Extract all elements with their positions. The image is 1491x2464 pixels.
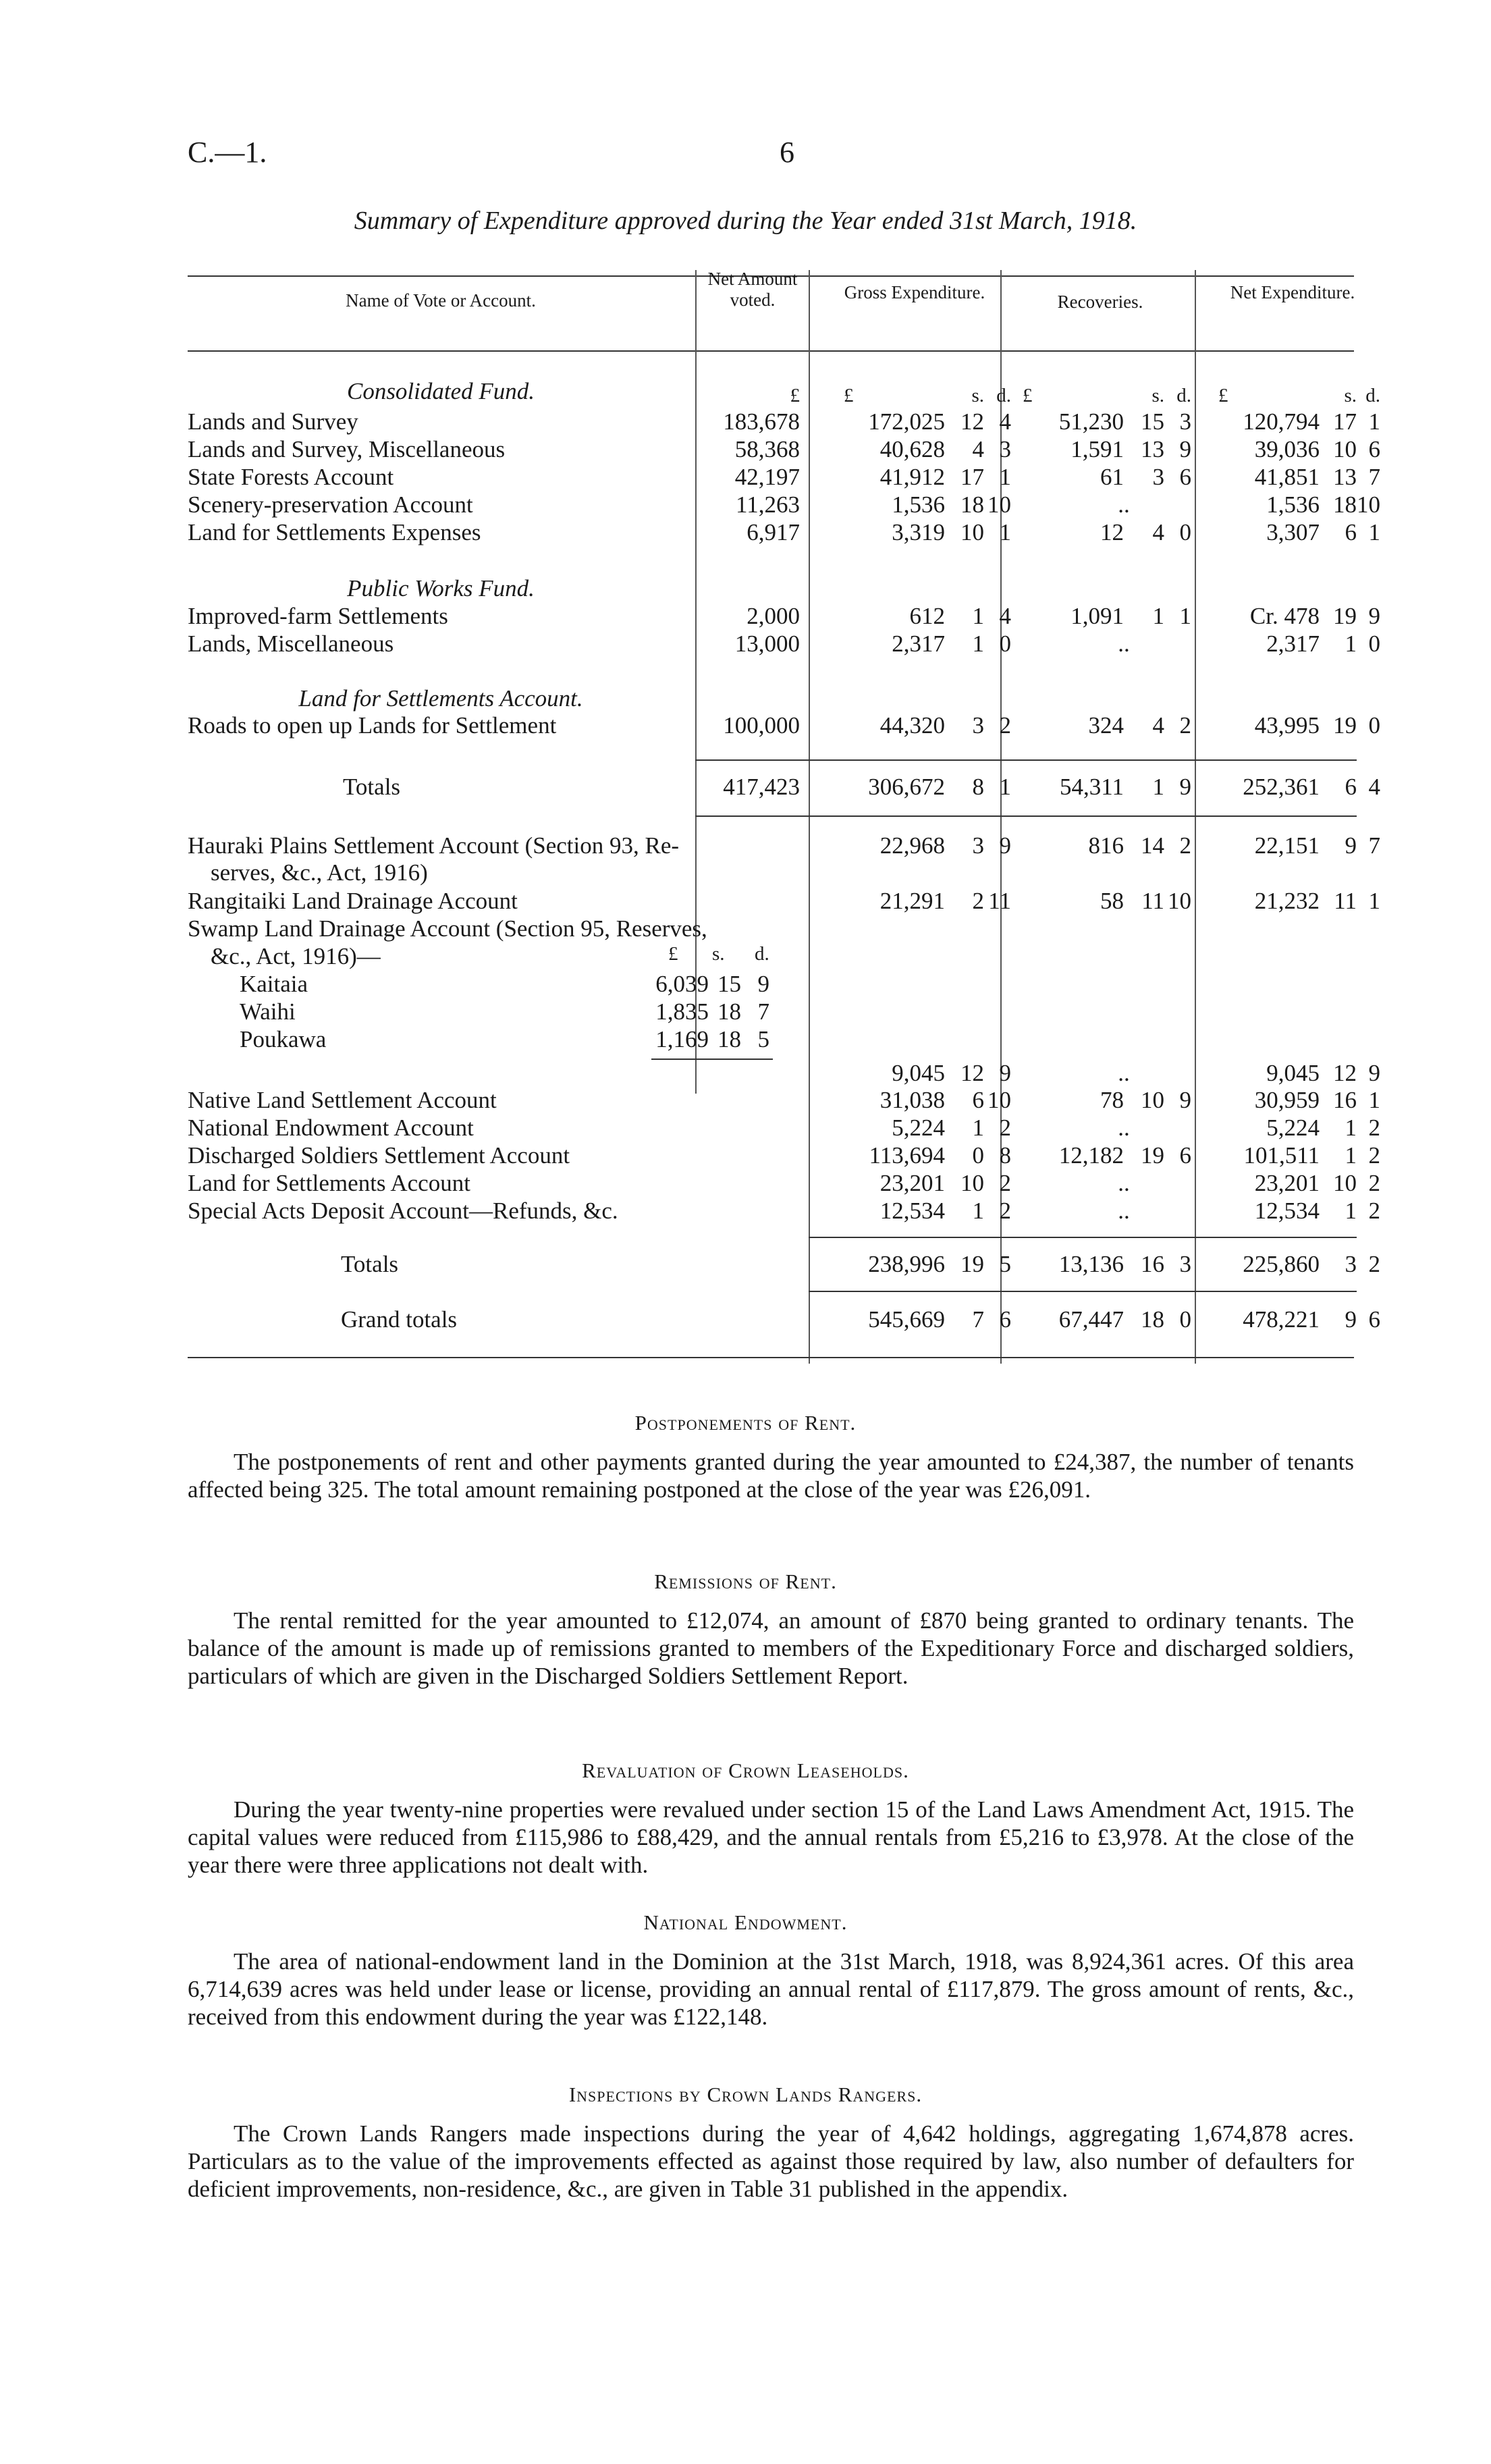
- n-pounds: 39,036: [1254, 436, 1320, 462]
- r-shillings: 16: [1141, 1251, 1164, 1277]
- g-pounds: 44,320: [879, 712, 945, 739]
- r-shillings: 18: [1141, 1306, 1164, 1333]
- report-reference: C.—1.: [188, 136, 267, 169]
- r-pounds: 13,136: [1058, 1251, 1124, 1277]
- g-shillings: 17: [960, 464, 984, 490]
- section-heading: National Endowment.: [643, 1910, 848, 1934]
- g-pence: 2: [999, 1170, 1011, 1196]
- g-pounds: 21,291: [879, 888, 945, 914]
- sub-pence: 9: [757, 971, 769, 997]
- n-pence: 2: [1368, 1170, 1380, 1196]
- n-shillings: 16: [1333, 1087, 1357, 1113]
- r-pounds: 78: [1100, 1087, 1124, 1113]
- g-pence: 9: [999, 832, 1011, 859]
- r-shillings: 13: [1141, 436, 1164, 462]
- g-pounds: 3,319: [892, 519, 945, 545]
- n-shillings: 17: [1333, 408, 1357, 435]
- r-shillings: 4: [1152, 519, 1164, 545]
- unit-shilling: s.: [971, 385, 984, 406]
- n-shillings: 6: [1345, 774, 1357, 800]
- r-pence: 2: [1179, 712, 1191, 739]
- col-head-gross: Gross Expenditure.: [844, 282, 985, 302]
- n-pounds: 225,860: [1243, 1251, 1320, 1277]
- g-pounds: 23,201: [879, 1170, 945, 1196]
- n-pence: 9: [1368, 603, 1380, 629]
- row-name: serves, &c., Act, 1916): [211, 859, 428, 886]
- totals-top-rule: [809, 1237, 1357, 1238]
- g-shillings: 12: [960, 408, 984, 435]
- row-name: Lands and Survey: [188, 408, 358, 435]
- unit-pound: £: [844, 385, 854, 406]
- r-pounds: 12,182: [1058, 1142, 1124, 1169]
- row-name: Roads to open up Lands for Settlement: [188, 712, 557, 739]
- n-pence: 2: [1368, 1198, 1380, 1224]
- n-pounds: 101,511: [1243, 1142, 1320, 1169]
- g-pence: 6: [999, 1306, 1011, 1333]
- g-pounds: 22,968: [879, 832, 945, 859]
- section-heading: Public Works Fund.: [347, 575, 535, 601]
- n-pence: 2: [1368, 1142, 1380, 1169]
- unit-pound: £: [1218, 385, 1228, 406]
- g-pence: 0: [999, 631, 1011, 657]
- r-pounds: 12: [1100, 519, 1124, 545]
- n-pence: 1: [1368, 519, 1380, 545]
- section-paragraph: The rental remitted for the year amounted to £12,074, an amount of £870 being granted to ordinary tenants. The balance of the amount is made up of remissions granted to members of the Expeditionary Force and discharged soldiers, particulars of which are given in the Discharged Soldiers Settlement Report.: [188, 1607, 1354, 1689]
- r-nil: ..: [1118, 1170, 1130, 1196]
- g-shillings: 12: [960, 1060, 984, 1086]
- n-pounds: 3,307: [1266, 519, 1320, 545]
- n-pence: 6: [1368, 436, 1380, 462]
- n-shillings: 9: [1345, 832, 1357, 859]
- row-name: Improved-farm Settlements: [188, 603, 448, 629]
- r-shillings: 4: [1152, 712, 1164, 739]
- n-shillings: 10: [1333, 1170, 1357, 1196]
- totals-bottom-rule: [695, 815, 1357, 817]
- unit-pound: £: [1023, 385, 1033, 406]
- r-pence: 3: [1179, 1251, 1191, 1277]
- n-pounds: 5,224: [1266, 1115, 1320, 1141]
- n-pounds: 12,534: [1254, 1198, 1320, 1224]
- section-heading: Postponements of Rent.: [634, 1411, 857, 1435]
- g-shillings: 19: [960, 1251, 984, 1277]
- n-pounds: 478,221: [1243, 1306, 1320, 1333]
- r-shillings: 1: [1152, 603, 1164, 629]
- g-pence: 4: [999, 603, 1011, 629]
- n-pounds: Cr. 478: [1249, 603, 1320, 629]
- table-title: Summary of Expenditure approved during the Year ended 31st March, 1918.: [354, 207, 1137, 235]
- n-pence: 9: [1368, 1060, 1380, 1086]
- section-paragraph: The Crown Lands Rangers made inspections during the year of 4,642 holdings, aggregating 1,674,878 acres. Particulars as to the value of the improvements effected as against those required by law, also number of defaulters for deficient improvements, non-residence, &c., are given in Table 31 published in the appendix.: [188, 2120, 1354, 2202]
- n-pence: 2: [1368, 1115, 1380, 1141]
- r-nil: ..: [1118, 1198, 1130, 1224]
- g-pounds: 545,669: [868, 1306, 945, 1333]
- totals-label: Totals: [343, 774, 401, 800]
- n-pounds: 252,361: [1243, 774, 1320, 800]
- r-pounds: 51,230: [1058, 408, 1124, 435]
- r-pence: 0: [1179, 519, 1191, 545]
- r-pounds: 1,591: [1070, 436, 1124, 462]
- voted-amount: 11,263: [736, 491, 800, 518]
- sub-pence: 5: [757, 1026, 769, 1052]
- n-shillings: 1: [1345, 1198, 1357, 1224]
- g-pence: 2: [999, 712, 1011, 739]
- g-pence: 5: [999, 1251, 1011, 1277]
- section-heading: Revaluation of Crown Leaseholds.: [582, 1759, 909, 1782]
- r-pence: 9: [1179, 774, 1191, 800]
- g-pounds: 31,038: [879, 1087, 945, 1113]
- section-paragraph: The postponements of rent and other payments granted during the year amounted to £24,387, the number of tenants affected being 325. The total amount remaining postponed at the close of the year was £26,091.: [188, 1449, 1354, 1503]
- g-pounds: 9,045: [892, 1060, 945, 1086]
- row-name: Land for Settlements Expenses: [188, 519, 481, 545]
- r-pounds: 324: [1088, 712, 1124, 739]
- totals-bottom-rule: [809, 1291, 1357, 1292]
- n-pence: 2: [1368, 1251, 1380, 1277]
- r-shillings: 10: [1141, 1087, 1164, 1113]
- g-pounds: 612: [909, 603, 945, 629]
- r-pence: 9: [1179, 1087, 1191, 1113]
- row-name: State Forests Account: [188, 464, 394, 490]
- r-shillings: 14: [1141, 832, 1164, 859]
- n-shillings: 12: [1333, 1060, 1357, 1086]
- g-shillings: 1: [972, 1115, 984, 1141]
- g-pence: 2: [999, 1115, 1011, 1141]
- page-number: 6: [780, 136, 794, 169]
- n-shillings: 3: [1345, 1251, 1357, 1277]
- r-pence: 6: [1179, 464, 1191, 490]
- g-shillings: 7: [972, 1306, 984, 1333]
- table-bottom-rule: [188, 1357, 1354, 1358]
- section-heading: Remissions of Rent.: [654, 1570, 837, 1593]
- r-pounds: 61: [1100, 464, 1124, 490]
- g-pounds: 2,317: [892, 631, 945, 657]
- col-head-name: Name of Vote or Account.: [346, 290, 536, 311]
- r-pence: 9: [1179, 436, 1191, 462]
- r-pence: 6: [1179, 1142, 1191, 1169]
- n-pounds: 2,317: [1266, 631, 1320, 657]
- g-shillings: 1: [972, 603, 984, 629]
- section-paragraph: The area of national-endowment land in the Dominion at the 31st March, 1918, was 8,924,361 acres. Of this area 6,714,639 acres was held under lease or license, providing an annual rental of £117,879. The gross amount of rents, &c., received from this endowment during the year was £122,148.: [188, 1948, 1354, 2030]
- row-name: Swamp Land Drainage Account (Section 95, Reserves,: [188, 915, 707, 942]
- g-pence: 10: [987, 1087, 1011, 1113]
- r-pence: 0: [1179, 1306, 1191, 1333]
- n-pence: 0: [1368, 712, 1380, 739]
- n-pence: 0: [1368, 631, 1380, 657]
- row-name: Scenery-preservation Account: [188, 491, 473, 518]
- voted-amount: 58,368: [734, 436, 800, 462]
- n-pence: 7: [1368, 832, 1380, 859]
- n-pounds: 23,201: [1254, 1170, 1320, 1196]
- g-shillings: 1: [972, 1198, 984, 1224]
- voted-amount: 42,197: [734, 464, 800, 490]
- row-name: Rangitaiki Land Drainage Account: [188, 888, 518, 914]
- g-pence: 9: [999, 1060, 1011, 1086]
- voted-total: 417,423: [723, 774, 800, 800]
- g-pounds: 41,912: [879, 464, 945, 490]
- section-heading: Land for Settlements Account.: [298, 685, 583, 712]
- g-pence: 1: [999, 519, 1011, 545]
- unit-shilling: s.: [1344, 385, 1357, 406]
- g-pounds: 12,534: [879, 1198, 945, 1224]
- sub-shillings: 18: [717, 998, 741, 1025]
- unit-pence: d.: [755, 943, 769, 965]
- g-shillings: 18: [960, 491, 984, 518]
- r-shillings: 3: [1152, 464, 1164, 490]
- voted-amount: 6,917: [747, 519, 800, 545]
- g-pounds: 113,694: [869, 1142, 945, 1169]
- unit-shilling: s.: [1151, 385, 1164, 406]
- sub-pounds: 1,169: [655, 1026, 709, 1052]
- n-shillings: 1: [1345, 1142, 1357, 1169]
- r-pounds: 58: [1100, 888, 1124, 914]
- voted-amount: 100,000: [723, 712, 800, 739]
- n-shillings: 18: [1333, 491, 1357, 518]
- sub-pence: 7: [757, 998, 769, 1025]
- section-heading: Inspections by Crown Lands Rangers.: [568, 2083, 923, 2106]
- unit-shilling: s.: [712, 943, 725, 965]
- g-shillings: 6: [972, 1087, 984, 1113]
- voted-amount: 2,000: [747, 603, 800, 629]
- g-pounds: 172,025: [868, 408, 945, 435]
- n-pounds: 1,536: [1266, 491, 1320, 518]
- g-shillings: 4: [972, 436, 984, 462]
- r-pence: 1: [1179, 603, 1191, 629]
- n-shillings: 19: [1333, 603, 1357, 629]
- r-nil: ..: [1118, 1115, 1130, 1141]
- n-shillings: 1: [1345, 631, 1357, 657]
- sub-shillings: 18: [717, 1026, 741, 1052]
- sub-account-name: Kaitaia: [240, 971, 308, 997]
- n-pounds: 30,959: [1254, 1087, 1320, 1113]
- r-shillings: 19: [1141, 1142, 1164, 1169]
- unit-pound: £: [668, 943, 678, 965]
- voted-amount: 13,000: [734, 631, 800, 657]
- r-nil: ..: [1118, 491, 1130, 518]
- g-shillings: 1: [972, 631, 984, 657]
- row-name: National Endowment Account: [188, 1115, 474, 1141]
- n-pence: 6: [1368, 1306, 1380, 1333]
- row-name: Lands, Miscellaneous: [188, 631, 394, 657]
- unit-pence: d.: [1176, 385, 1191, 406]
- row-name: Native Land Settlement Account: [188, 1087, 497, 1113]
- unit-pence: d.: [996, 385, 1011, 406]
- n-shillings: 11: [1334, 888, 1357, 914]
- r-pounds: 1,091: [1070, 603, 1124, 629]
- sub-pounds: 6,039: [655, 971, 709, 997]
- unit-pence: d.: [1365, 385, 1380, 406]
- n-pounds: 22,151: [1254, 832, 1320, 859]
- n-shillings: 6: [1345, 519, 1357, 545]
- n-pence: 7: [1368, 464, 1380, 490]
- row-name: Hauraki Plains Settlement Account (Section 93, Re-: [188, 832, 680, 859]
- sub-pounds: 1,835: [655, 998, 709, 1025]
- r-pounds: 67,447: [1058, 1306, 1124, 1333]
- g-shillings: 3: [972, 832, 984, 859]
- g-pounds: 238,996: [868, 1251, 945, 1277]
- unit-pound: £: [790, 385, 800, 406]
- g-pounds: 306,672: [868, 774, 945, 800]
- sub-account-name: Waihi: [240, 998, 296, 1025]
- r-pence: 3: [1179, 408, 1191, 435]
- sub-account-name: Poukawa: [240, 1026, 327, 1052]
- g-pounds: 1,536: [892, 491, 945, 518]
- col-head-voted: Net Amount voted.: [707, 269, 798, 310]
- r-nil: ..: [1118, 631, 1130, 657]
- g-pence: 4: [999, 408, 1011, 435]
- n-pounds: 120,794: [1243, 408, 1320, 435]
- r-nil: ..: [1118, 1060, 1130, 1086]
- row-name: Discharged Soldiers Settlement Account: [188, 1142, 570, 1169]
- r-shillings: 15: [1141, 408, 1164, 435]
- row-name: &c., Act, 1916)—: [211, 943, 381, 969]
- n-shillings: 19: [1333, 712, 1357, 739]
- section-heading: Consolidated Fund.: [346, 378, 535, 404]
- n-pounds: 9,045: [1266, 1060, 1320, 1086]
- n-shillings: 10: [1333, 436, 1357, 462]
- section-paragraph: During the year twenty-nine properties were revalued under section 15 of the Land Laws Amendment Act, 1915. The capital values were reduced from £115,986 to £88,429, and the annual rentals from £5,216 to £3,978. At the close of the year there were three applications not dealt with.: [188, 1796, 1354, 1878]
- g-shillings: 10: [960, 519, 984, 545]
- n-shillings: 13: [1333, 464, 1357, 490]
- col-head-recoveries: Recoveries.: [1057, 292, 1143, 312]
- g-pence: 11: [988, 888, 1011, 914]
- g-pounds: 5,224: [892, 1115, 945, 1141]
- n-pounds: 41,851: [1254, 464, 1320, 490]
- g-pence: 10: [987, 491, 1011, 518]
- g-pence: 2: [999, 1198, 1011, 1224]
- n-pounds: 21,232: [1254, 888, 1320, 914]
- totals-label: Totals: [341, 1251, 399, 1277]
- g-pence: 1: [999, 774, 1011, 800]
- g-pence: 3: [999, 436, 1011, 462]
- col-head-net: Net Expenditure.: [1230, 282, 1355, 302]
- sub-shillings: 15: [717, 971, 741, 997]
- r-pence: 10: [1168, 888, 1191, 914]
- r-pence: 2: [1179, 832, 1191, 859]
- g-pence: 8: [999, 1142, 1011, 1169]
- row-name: Lands and Survey, Miscellaneous: [188, 436, 506, 462]
- row-name: Land for Settlements Account: [188, 1170, 470, 1196]
- n-pence: 4: [1368, 774, 1380, 800]
- n-shillings: 9: [1345, 1306, 1357, 1333]
- g-shillings: 3: [972, 712, 984, 739]
- totals-top-rule: [695, 759, 1357, 761]
- n-pence: 1: [1368, 408, 1380, 435]
- n-pence: 1: [1368, 888, 1380, 914]
- r-pounds: 54,311: [1060, 774, 1124, 800]
- n-shillings: 1: [1345, 1115, 1357, 1141]
- g-shillings: 2: [972, 888, 984, 914]
- r-pounds: 816: [1088, 832, 1124, 859]
- r-shillings: 1: [1152, 774, 1164, 800]
- row-name: Special Acts Deposit Account—Refunds, &c.: [188, 1198, 618, 1224]
- g-pence: 1: [999, 464, 1011, 490]
- voted-amount: 183,678: [723, 408, 800, 435]
- g-shillings: 0: [972, 1142, 984, 1169]
- header-bottom-rule: [188, 350, 1354, 352]
- n-pounds: 43,995: [1254, 712, 1320, 739]
- n-pence: 10: [1357, 491, 1380, 518]
- vrule-voted: [695, 270, 697, 1094]
- r-shillings: 11: [1141, 888, 1164, 914]
- g-pounds: 40,628: [879, 436, 945, 462]
- n-pence: 1: [1368, 1087, 1380, 1113]
- grand-totals-label: Grand totals: [341, 1306, 458, 1333]
- g-shillings: 10: [960, 1170, 984, 1196]
- g-shillings: 8: [972, 774, 984, 800]
